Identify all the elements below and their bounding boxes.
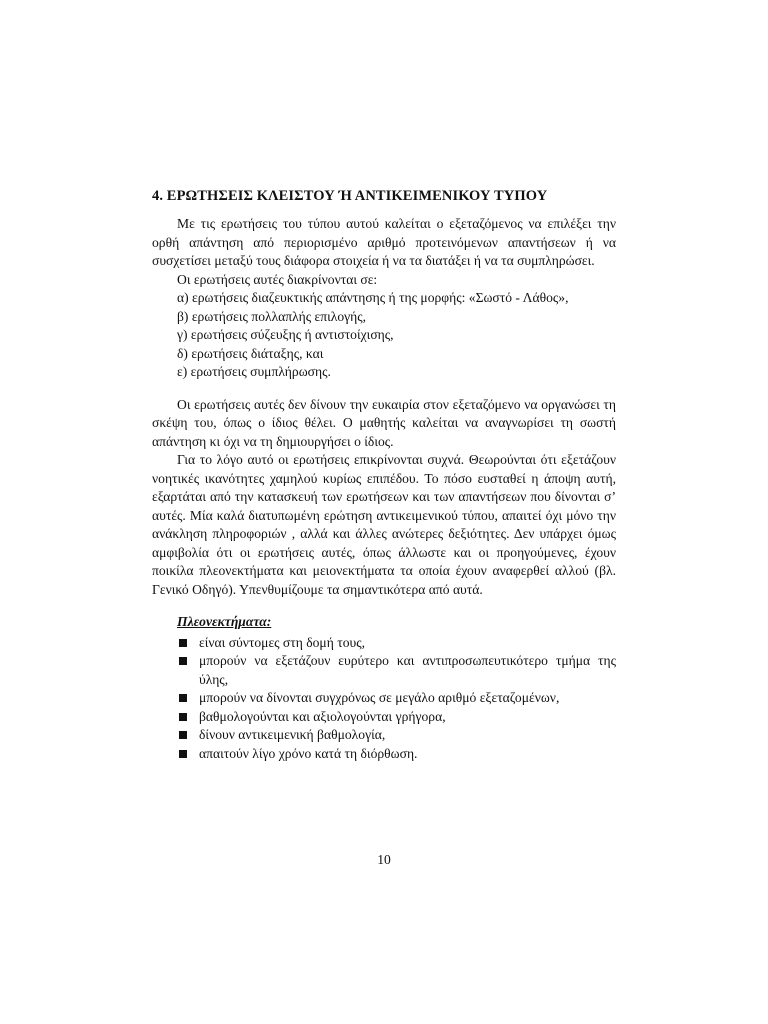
advantage-text: βαθμολογούνται και αξιολογούνται γρήγορα, [199,708,446,724]
intro-paragraph: Με τις ερωτήσεις του τύπου αυτού καλείται ο εξεταζόμενος να επιλέξει την ορθή απάντηση από περιορισμένο αριθμό προτεινόμενων απαντήσεων ή να συσχετίσει μεταξύ τους διάφορα στοιχεία ή να τα διατάξει ή να τα συμπληρώσει. [152,216,616,268]
square-bullet-icon [179,657,187,665]
advantage-item [152,726,616,745]
advantage-item [152,634,616,653]
body-paragraph: Για το λόγο αυτό οι ερωτήσεις επικρίνονται συχνά. Θεωρούνται ότι εξετάζουν νοητικές ικανότητες χαμηλού κυρίως επιπέδου. Το πόσο ευσταθεί η άποψη αυτή, εξαρτάται από την κατασκευή των ερωτήσεων και των απαντήσεων που δίνονται σ’ αυτές. Μία καλά διατυπωμένη ερώτηση αντικειμενικού τύπου, απαιτεί όχι μόνο την ανάκληση πληροφοριών , αλλά και άλλες ανώτερες δεξιότητες. Δεν υπάρχει όμως αμφιβολία ότι οι ερωτήσεις αυτές, όπως άλλωστε και οι προηγούμενες, έχουν ποικίλα πλεονεκτήματα και μειονεκτήματα τα οποία έχουν αναφερθεί αλλού (βλ. Γενικό Οδηγό). Υπενθυμίζουμε τα σημαντικότερα από αυτά. [152,452,616,597]
advantage-item [152,652,616,689]
advantages-list [152,634,616,764]
question-type-item: δ) ερωτήσεις διάταξης, και [177,345,324,361]
square-bullet-icon [179,713,187,721]
advantage-item [152,689,616,708]
square-bullet-icon [179,731,187,739]
advantage-text: δίνουν αντικειμενική βαθμολογία, [199,727,386,742]
advantages-title: Πλεονεκτήματα: [177,614,272,629]
square-bullet-icon [179,639,187,647]
question-type-item: γ) ερωτήσεις σύζευξης ή αντιστοίχισης, [177,327,394,342]
advantage-item [152,708,616,727]
square-bullet-icon [179,750,187,758]
square-bullet-icon [179,694,187,702]
section-heading: 4. ΕΡΩΤΗΣΕΙΣ ΚΛΕΙΣΤΟΥ Ή ΑΝΤΙΚΕΙΜΕΝΙΚΟΥ ΤΥΠΟΥ [152,188,548,204]
advantage-text: απαιτούν λίγο χρόνο κατά τη διόρθωση. [199,745,418,761]
body-paragraph: Οι ερωτήσεις αυτές δεν δίνουν την ευκαιρία στον εξεταζόμενο να οργανώσει τη σκέψη του, όπως ο ίδιος θέλει. Ο μαθητής καλείται να αναγνωρίσει τη σωστή απάντηση κι όχι να τη δημιουργήσει ο ίδιος. [152,396,616,449]
question-type-item: β) ερωτήσεις πολλαπλής επιλογής, [177,308,367,324]
advantage-text: μπορούν να δίνονται συγχρόνως σε μεγάλο αριθμό εξεταζομένων, [199,690,560,705]
paragraph-spacer [152,599,616,613]
advantage-item [152,745,616,764]
advantage-text: είναι σύντομες στη δομή τους, [199,634,365,650]
paragraph-spacer [152,382,616,396]
question-type-item: ε) ερωτήσεις συμπλήρωσης. [177,364,331,379]
advantage-text: μπορούν να εξετάζουν ευρύτερο και αντιπροσωπευτικότερο τμήμα της ύλης, [199,653,616,687]
section-content [152,215,616,763]
question-type-item: α) ερωτήσεις διαζευκτικής απάντησης ή της μορφής: «Σωστό - Λάθος», [177,290,569,305]
page-number: 10 [377,852,391,867]
question-types-intro: Οι ερωτήσεις αυτές διακρίνονται σε: [177,271,378,287]
